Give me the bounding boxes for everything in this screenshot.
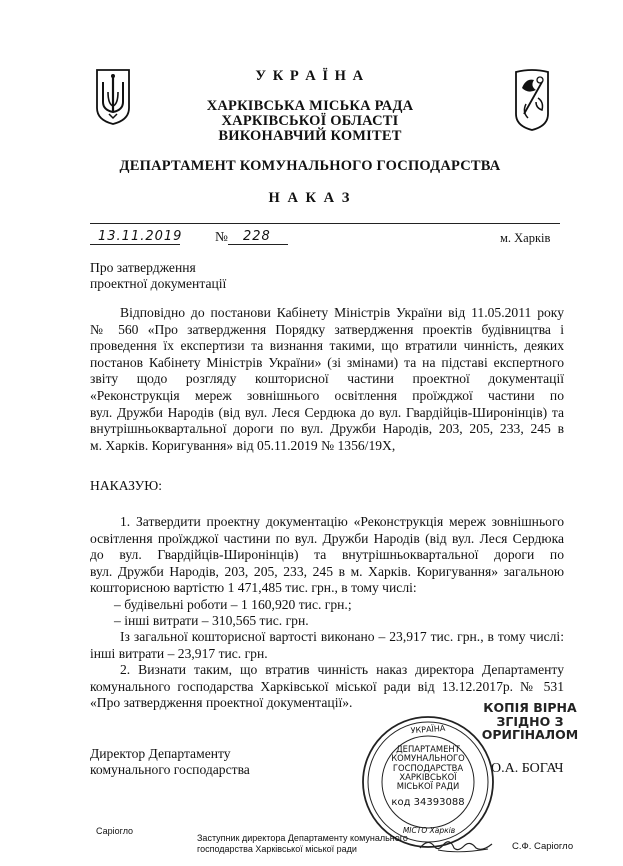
preamble-line: звіту щодо розгляду кошторисної частини проектної документації xyxy=(90,371,564,387)
preamble-line: постанов Кабінету Міністрів України» (зі змінами) та на підставі експертного xyxy=(90,354,564,370)
item-1-line: до вул. Гвардійців-Широнінців) та внутрішньоквартальної дороги по xyxy=(90,547,564,563)
item-1-line: освітлення проїжджої частини по вул. Дружби Народів (від вул. Леся Сердюка xyxy=(90,530,564,546)
item-1-line: вул. Дружби Народів, 203, 205, 233, 245 в м. Харків. Коригування» загальною xyxy=(90,563,564,579)
preamble-line: внутрішньоквартальної дороги по вул. Дружби Народів, 203, 205, 233, 245 в xyxy=(90,421,564,437)
order-number-label: № xyxy=(215,229,228,244)
seal-line: КОМУНАЛЬНОГО xyxy=(391,753,465,764)
executed-line: інші витрати – 23,917 тис. грн. xyxy=(90,645,268,661)
footer-deputy-line: Заступник директора Департаменту комунального xyxy=(197,833,408,843)
order-word: НАКАЗУЮ: xyxy=(90,478,163,493)
seal-line: МІСЬКОЇ РАДИ xyxy=(396,781,460,792)
footer-deputy-line: господарства Харківської міської ради xyxy=(197,844,357,854)
subject-line-2: проектної документації xyxy=(90,276,227,291)
preamble-line: м. Харків. Коригування» від 05.11.2019 № 1356/19Х, xyxy=(90,437,396,453)
doc-type: Н А К А З xyxy=(268,190,352,206)
seal-line: ДЕПАРТАМЕНТ xyxy=(396,744,460,754)
copy-stamp-line: КОПІЯ ВІРНА xyxy=(483,700,577,715)
department-seal xyxy=(360,714,496,850)
item-1-line: 1. Затвердити проектну документацію «Реконструкція мереж зовнішнього xyxy=(120,514,564,529)
bullet-item: – інші витрати – 310,565 тис. грн. xyxy=(114,613,309,628)
seal-text xyxy=(380,745,476,791)
divider-line xyxy=(90,223,560,225)
executed xyxy=(90,629,564,662)
copy-stamp-line: ОРИГІНАЛОМ xyxy=(481,727,579,742)
ukraine-coat-of-arms-icon xyxy=(94,68,132,126)
preamble-line: вул. Дружби Народів (від вул. Леся Сердюка до вул. Гвардійців-Широнінців) та xyxy=(90,404,564,420)
item-1 xyxy=(90,514,564,597)
preamble-line: № 560 «Про затвердження Порядку затвердження проектів будівництва і xyxy=(90,321,564,337)
header-region: ХАРКІВСЬКОЇ ОБЛАСТІ xyxy=(221,113,399,129)
subject-line-1: Про затвердження xyxy=(90,260,196,275)
seal-top-arc: УКРАЇНА xyxy=(410,723,446,736)
handwritten-signature-icon xyxy=(418,836,498,854)
header-committee: ВИКОНАВЧИЙ КОМІТЕТ xyxy=(218,128,402,144)
preamble-line: Відповідно до постанови Кабінету Міністрів України від 11.05.2011 року xyxy=(120,305,564,320)
item-2-line: 2. Визнати таким, що втратив чинність наказ директора Департаменту xyxy=(120,662,564,677)
preamble-line: «Реконструкція мереж зовнішнього освітлення проїжджої частини по xyxy=(90,387,564,403)
item-1-line: кошторисною вартістю 1 471,485 тис. грн., в тому числі: xyxy=(90,580,417,596)
date-underline xyxy=(90,244,180,245)
number-underline xyxy=(228,244,288,245)
order-date: 13.11.2019 xyxy=(98,229,183,244)
footer-author-left: Саріогло xyxy=(96,826,134,836)
signature-title-1: Директор Департаменту xyxy=(90,746,231,761)
item-2-line: комунального господарства Харківської міської ради від 13.12.2017р. № 531 xyxy=(90,678,564,694)
footer-author-right: С.Ф. Саріогло xyxy=(512,841,574,852)
order-number: 228 xyxy=(243,229,271,244)
order-city: м. Харків xyxy=(500,231,551,245)
signature-title-2: комунального господарства xyxy=(90,762,250,777)
kharkiv-coat-of-arms-icon xyxy=(512,68,552,132)
seal-line: ХАРКІВСЬКОЇ xyxy=(399,771,457,782)
footer-deputy xyxy=(197,833,408,855)
header-department: ДЕПАРТАМЕНТ КОМУНАЛЬНОГО ГОСПОДАРСТВА xyxy=(119,158,501,174)
item-2-line: «Про затвердження проектної документації». xyxy=(90,695,353,711)
signature-name: О.А. БОГАЧ xyxy=(491,761,564,776)
preamble-line: проведення їх експертизи та визнання такими, що втратили чинність, деяких xyxy=(90,338,564,354)
copy-stamp-line: ЗГІДНО З xyxy=(496,713,564,729)
header-council: ХАРКІВСЬКА МІСЬКА РАДА xyxy=(206,98,414,114)
bullet-item: – будівельні роботи – 1 160,920 тис. грн.; xyxy=(114,597,352,612)
header-country: У К Р А Ї Н А xyxy=(255,68,365,84)
seal-line: ГОСПОДАРСТВА xyxy=(392,762,464,773)
preamble xyxy=(90,305,564,454)
executed-line: Із загальної кошторисної вартості виконано – 23,917 тис. грн., в тому числі: xyxy=(120,629,564,644)
seal-code: код 34393088 xyxy=(391,797,465,808)
seal-bottom-arc: МІСТО Харків xyxy=(402,826,456,835)
